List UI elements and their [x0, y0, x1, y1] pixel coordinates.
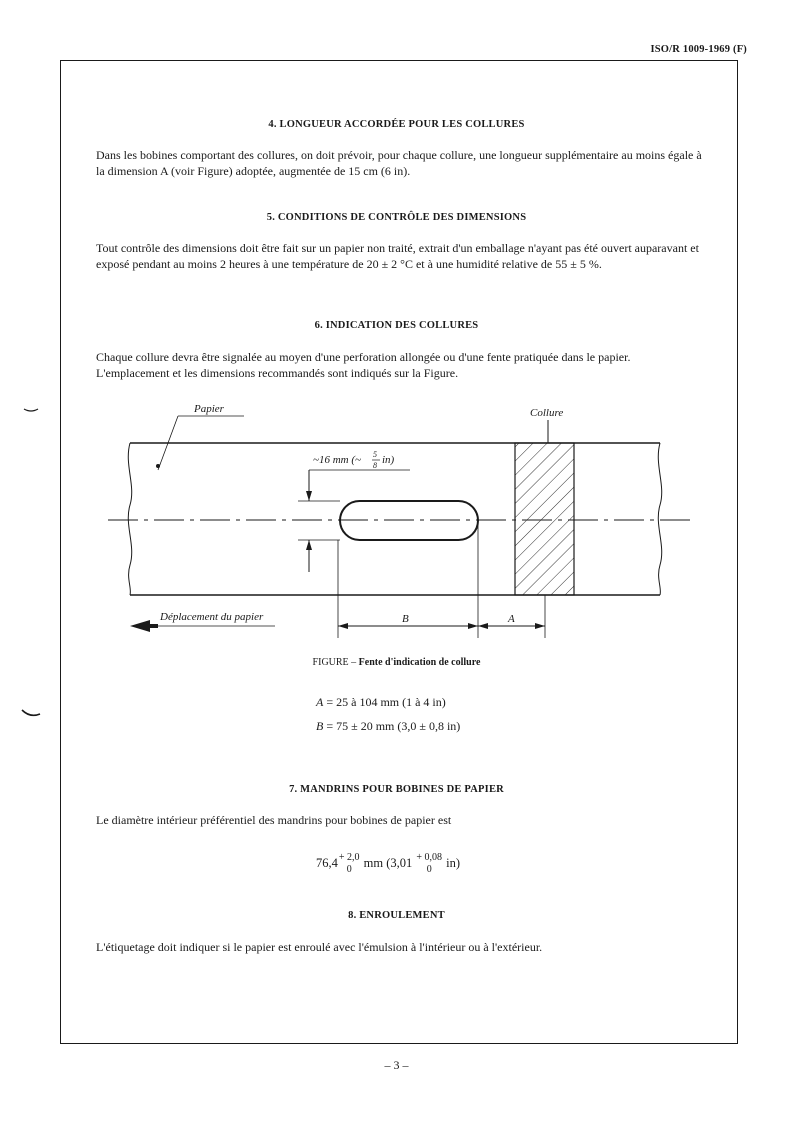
- document-reference: ISO/R 1009-1969 (F): [650, 44, 747, 55]
- tol-mm-lower: 0: [346, 864, 352, 875]
- mandrin-base: 76,4: [316, 855, 338, 870]
- dimension-b-symbol: B: [316, 719, 324, 733]
- label-papier: Papier: [194, 403, 224, 415]
- section-5-text: Tout contrôle des dimensions doit être fait sur un papier non traité, extrait d'un emballage n'ayant pas été ouvert auparavant et exposé pendant au moins 2 heures à une température de 20 ± 2 °C et à une humidité relative de 55 ± 5 %.: [96, 241, 699, 271]
- dimension-a: [316, 695, 446, 710]
- label-collure: Collure: [530, 407, 564, 419]
- b-arrow-right: [468, 623, 478, 629]
- a-arrow-left: [478, 623, 488, 629]
- tol-in-upper: + 0,08: [416, 852, 443, 863]
- a-arrow-right: [535, 623, 545, 629]
- b-arrow-left: [338, 623, 348, 629]
- break-line-right: [658, 443, 661, 595]
- mandrin-diameter-formula: [316, 852, 460, 876]
- label-slot-frac-den: 8: [373, 461, 377, 470]
- section-7-title: 7. MANDRINS POUR BOBINES DE PAPIER: [289, 784, 504, 795]
- section-6-text: Chaque collure devra être signalée au moyen d'une perforation allongée ou d'une fente pratiquée dans le papier. L'emplacement et les dimensions recommandés sont indiqués sur la Figure.: [96, 350, 631, 380]
- slot-arrow-up: [306, 540, 312, 550]
- section-7-text: Le diamètre intérieur préférentiel des mandrins pour bobines de papier est: [96, 813, 452, 827]
- mandrin-unit-in: in): [443, 855, 461, 870]
- label-slot-size: ~16 mm (~: [313, 454, 361, 466]
- dimension-a-value: = 25 à 104 mm (1 à 4 in): [323, 695, 446, 709]
- dimension-b: [316, 719, 460, 734]
- section-5-title: 5. CONDITIONS DE CONTRÔLE DES DIMENSIONS: [266, 212, 527, 223]
- label-dim-b: B: [402, 613, 409, 625]
- section-4-title: 4. LONGUEUR ACCORDÉE POUR LES COLLURES: [268, 119, 525, 130]
- section-8-text: L'étiquetage doit indiquer si le papier est enroulé avec l'émulsion à l'intérieur ou à l'extérieur.: [96, 940, 543, 954]
- figure-caption: [0, 657, 793, 668]
- margin-marks: [0, 0, 60, 1122]
- dimension-b-value: = 75 ± 20 mm (3,0 ± 0,8 in): [323, 719, 461, 733]
- slot-arrow-down: [306, 491, 312, 501]
- mandrin-mm-tolerance: [339, 852, 360, 876]
- section-6-title: 6. INDICATION DES COLLURES: [314, 320, 479, 331]
- figure-caption-prefix: FIGURE –: [312, 657, 359, 668]
- label-slot-unit: in): [382, 454, 395, 466]
- break-line-left: [128, 443, 131, 595]
- label-deplacement: Déplacement du papier: [160, 611, 264, 623]
- label-dim-a: A: [508, 613, 515, 625]
- papier-dot: [156, 464, 160, 468]
- tol-mm-upper: + 2,0: [338, 852, 360, 863]
- section-4-text: Dans les bobines comportant des collures, on doit prévoir, pour chaque collure, une longueur supplémentaire au moins égale à la dimension A (voir Figure) adoptée, augmentée de 15 cm (6 in).: [96, 148, 702, 178]
- page-number: – 3 –: [384, 1058, 409, 1072]
- margin-mark-upper: [24, 409, 38, 411]
- slot-perforation: [340, 501, 478, 540]
- label-slot-frac-num: 5: [373, 450, 377, 459]
- deplacement-arrow-head: [130, 620, 150, 632]
- dimension-a-symbol: A: [316, 695, 324, 709]
- section-8-title: 8. ENROULEMENT: [348, 910, 445, 921]
- margin-mark-lower: [22, 710, 40, 715]
- figure-caption-title: Fente d'indication de collure: [358, 657, 481, 668]
- splice-zone: [515, 443, 574, 595]
- mandrin-unit-mm: mm (3,01: [360, 855, 416, 870]
- tol-in-lower: 0: [426, 864, 432, 875]
- mandrin-in-tolerance: [416, 852, 442, 876]
